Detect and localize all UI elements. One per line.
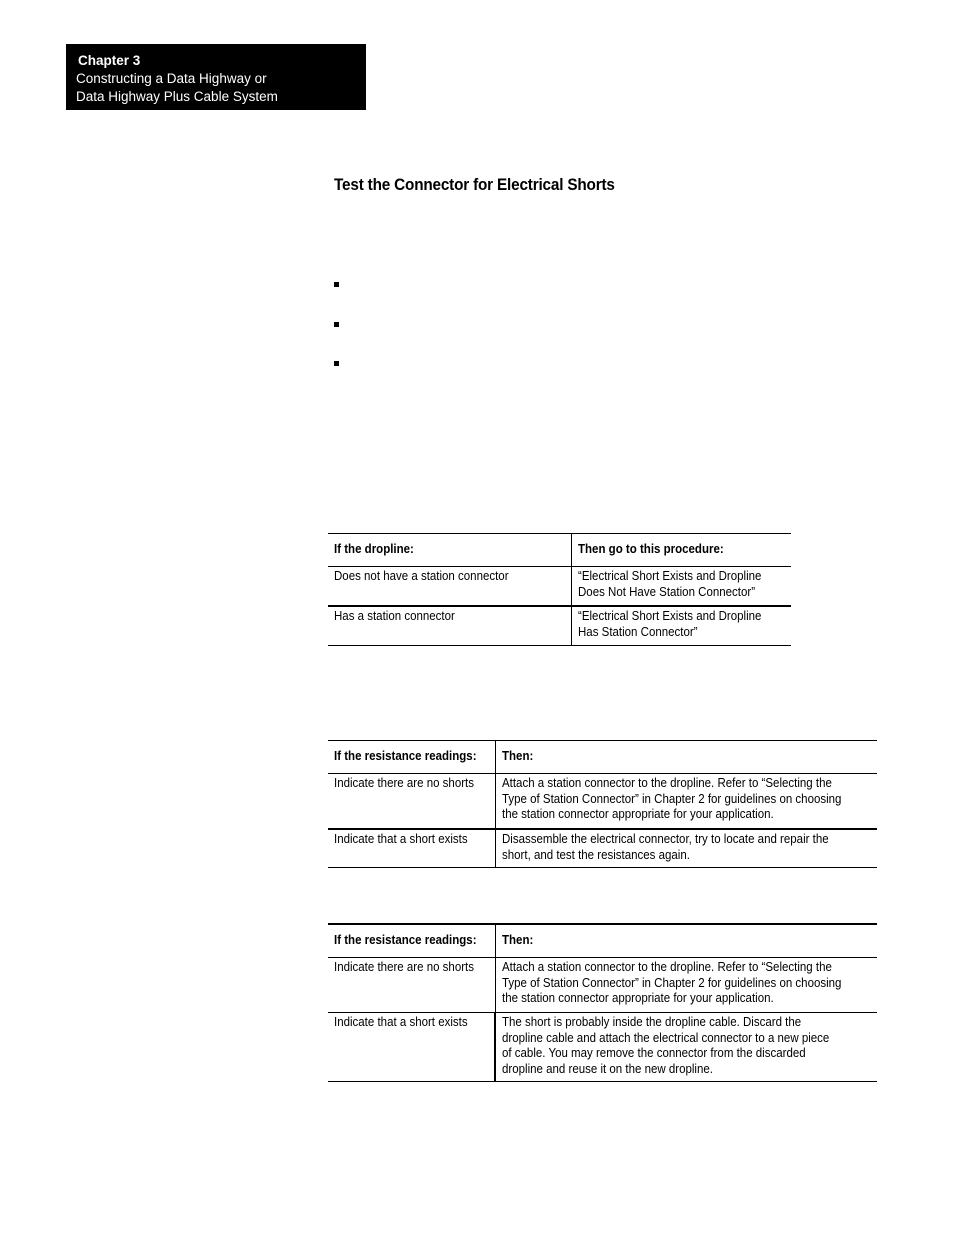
chapter-title-line2: Data Highway Plus Cable System <box>76 89 278 104</box>
chapter-title-line1: Constructing a Data Highway or <box>76 71 267 86</box>
table-cell: Indicate that a short exists <box>328 829 495 868</box>
table-cell: Attach a station connector to the dropline. Refer to “Selecting the Type of Station Connector” in Chapter 2 for guidelines on choosing the station connector appropriate for your application. <box>495 774 876 830</box>
chapter-header <box>66 44 366 110</box>
column-header: Then: <box>495 741 876 774</box>
table-cell: Indicate that a short exists <box>328 1013 495 1082</box>
table-cell: Does not have a station connector <box>328 567 572 607</box>
table-cell: The short is probably inside the dropline cable. Discard the dropline cable and attach the electrical connector to a new piece of cable. You may remove the connector from the discarded dropline and reuse it on the new dropline. <box>502 1015 830 1076</box>
table-row <box>328 958 877 1013</box>
table-cell: Attach a station connector to the dropline. Refer to “Selecting the Type of Station Connector” in Chapter 2 for guidelines on choosing the station connector appropriate for your application. <box>495 958 876 1013</box>
resistance-table-has-station-connector <box>328 923 877 1082</box>
table-row <box>328 1013 877 1082</box>
bullet-marker <box>334 282 339 287</box>
table-header-row <box>328 924 877 958</box>
resistance-table-no-station-connector <box>328 740 877 868</box>
table-cell: Indicate there are no shorts <box>328 958 495 1013</box>
column-header: Then: <box>495 924 876 958</box>
table-cell: Disassemble the electrical connector, try to locate and repair the short, and test the resistances again. <box>501 832 829 862</box>
table-row <box>328 774 877 830</box>
chapter-number: Chapter 3 <box>78 53 141 68</box>
table-header-row <box>328 741 877 774</box>
table-cell: “Electrical Short Exists and Dropline Does Not Have Station Connector” <box>572 567 792 607</box>
table-cell: “Electrical Short Exists and Dropline Has Station Connector” <box>578 609 762 639</box>
column-header: Then go to this procedure: <box>572 534 792 567</box>
bullet-marker <box>334 361 339 366</box>
column-header: If the resistance readings: <box>328 741 495 774</box>
table-header-row <box>328 534 791 567</box>
column-header: If the dropline: <box>328 534 572 567</box>
table-row <box>328 606 791 646</box>
section-title: Test the Connector for Electrical Shorts <box>334 175 615 194</box>
bullet-marker <box>334 322 339 327</box>
column-header: If the resistance readings: <box>328 924 495 958</box>
table-cell: Indicate there are no shorts <box>328 774 495 830</box>
table-row <box>328 829 877 868</box>
table-row <box>328 567 791 607</box>
dropline-procedure-table <box>328 533 791 646</box>
table-cell: Has a station connector <box>328 606 572 646</box>
